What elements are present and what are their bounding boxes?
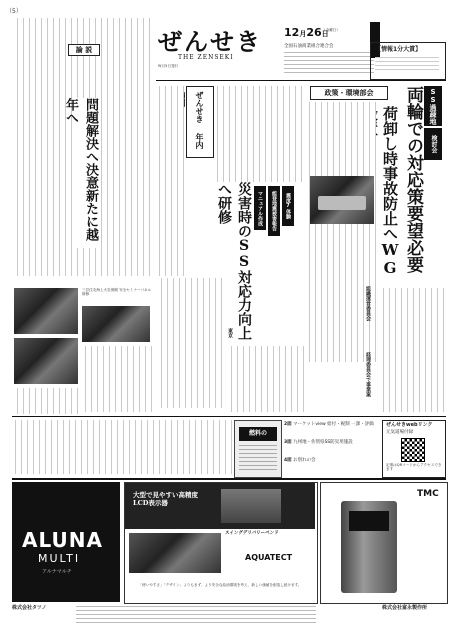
middle-ad-aquatect: AQUATECT	[245, 553, 293, 562]
lead-headline-2: 荷卸し時事故防止へWG	[381, 106, 399, 277]
article2-headline: 災害時のSS対応力向上へ研修	[216, 182, 252, 340]
tmc-ad	[320, 482, 448, 604]
aluna-sub: MULTI	[38, 552, 81, 565]
seminar-photo-2	[14, 338, 78, 384]
section-label: 政策・環境部会	[310, 86, 388, 100]
article2-place: 東京	[227, 328, 233, 338]
editorial-headline: 問題解決へ決意新たに越年へ	[74, 98, 100, 248]
middle-ad-title: 大型で見やすい高精度LCD表示器	[133, 491, 198, 507]
editorial-title: 論 説	[68, 44, 100, 56]
publisher-address	[284, 52, 374, 74]
article2-subhead-3: マニュアル作成	[254, 186, 266, 230]
lead-tag-2: 検討会	[424, 128, 442, 160]
ad-contact-lines	[76, 606, 316, 624]
meeting-photo	[310, 176, 374, 224]
web-link-title: ぜんせきwebリンク	[386, 422, 433, 428]
aluna-company: 株式会社タツノ	[12, 605, 47, 611]
index-page-2: 3面	[284, 440, 292, 445]
index-text-3: お別れの会	[293, 458, 316, 463]
tmc-display	[349, 511, 389, 531]
middle-body-3	[156, 278, 222, 408]
lead-tag-1: SS過疎地	[424, 86, 442, 126]
meeting-table	[318, 196, 366, 210]
left-body-bottom	[12, 388, 78, 414]
index-text-1: マーケットview 給付・税制 一課・評価	[293, 422, 374, 427]
index-page-3: 4面	[284, 458, 292, 463]
web-link-box	[382, 420, 446, 478]
ads-rule	[12, 478, 446, 480]
middle-body-4	[226, 346, 304, 412]
middle-ad-product	[221, 489, 281, 523]
middle-ad-banner: スイングデリバリーベンド	[225, 531, 279, 536]
lead-body-lower	[380, 288, 444, 412]
issue-day: 26	[306, 26, 322, 39]
middle-ad-photo	[129, 533, 221, 573]
tmc-dispenser	[341, 501, 397, 593]
index-text-2: 九州地・佐賀県SS防災用施設	[293, 440, 353, 445]
promo-label: 【情報1分大賞】	[375, 46, 422, 53]
aluna-brand: ALUNA	[22, 528, 103, 552]
index-page-1: 2面	[284, 422, 292, 427]
issue-weekday: （金曜日）	[322, 28, 340, 32]
qr-code-icon[interactable]	[401, 438, 425, 462]
promo-box	[370, 42, 446, 80]
masthead-logo: ぜんせき	[158, 27, 262, 56]
kiosk-box	[234, 420, 282, 478]
issue-month: 12	[284, 26, 300, 39]
index-box	[284, 420, 378, 476]
vertical-label-2: 経理委員会で事業案	[365, 352, 371, 397]
index-item-1	[284, 422, 378, 427]
middle-body-2	[216, 86, 302, 182]
article2-subhead-2: 能登地震被害報告	[268, 186, 280, 236]
index-item-3	[284, 458, 378, 463]
tmc-logo: TMC	[417, 489, 439, 499]
seminar-photo-3	[82, 306, 150, 342]
promo-text	[375, 57, 439, 73]
tmc-company: 株式会社富永製作所	[382, 605, 428, 611]
aluna-katakana: アルナマルチ	[42, 569, 72, 575]
lower-body-left	[12, 420, 232, 474]
news-column-label: ぜんせき 年内	[195, 91, 205, 149]
index-item-2	[284, 440, 378, 445]
masthead-rule	[156, 80, 446, 81]
web-link-subtitle: 元気道場付録	[386, 430, 413, 435]
middle-body-1	[156, 86, 184, 276]
middle-ad	[124, 482, 318, 604]
lower-rule	[12, 416, 446, 417]
aluna-ad	[12, 482, 120, 602]
masthead-roman: THE ZENSEKI	[178, 54, 234, 61]
kiosk-title: 燃料の	[239, 427, 277, 441]
newspaper-page	[6, 6, 450, 634]
news-column-box	[186, 86, 214, 158]
publisher: 全国石油商業組合連合会	[284, 44, 334, 49]
masthead-frequency: 毎月5日発行	[158, 64, 179, 68]
issue-date: 12月26日	[284, 26, 329, 39]
middle-ad-header	[125, 483, 315, 529]
middle-ad-tagline: 「使いやすさ」「デザイン」よりもまず、より安全な給油環境を考え、新しい価値を創造し続けます。	[138, 583, 302, 587]
photo-caption: 三井住友海上火災保険 安全セミナーパネル研修	[82, 288, 152, 297]
page-number: （5）	[6, 8, 22, 15]
kiosk-text	[239, 445, 277, 473]
seminar-photo-1	[14, 288, 78, 334]
web-link-note: 記事はQRコードからアクセスできます	[386, 463, 442, 472]
article2-subhead-1: 震度7体験	[282, 186, 294, 226]
vertical-label-1: 組織運営委員会	[365, 286, 371, 321]
left-body-lower	[82, 346, 152, 412]
lead-headline-1: 両輪での対応策要望必要	[403, 86, 423, 273]
